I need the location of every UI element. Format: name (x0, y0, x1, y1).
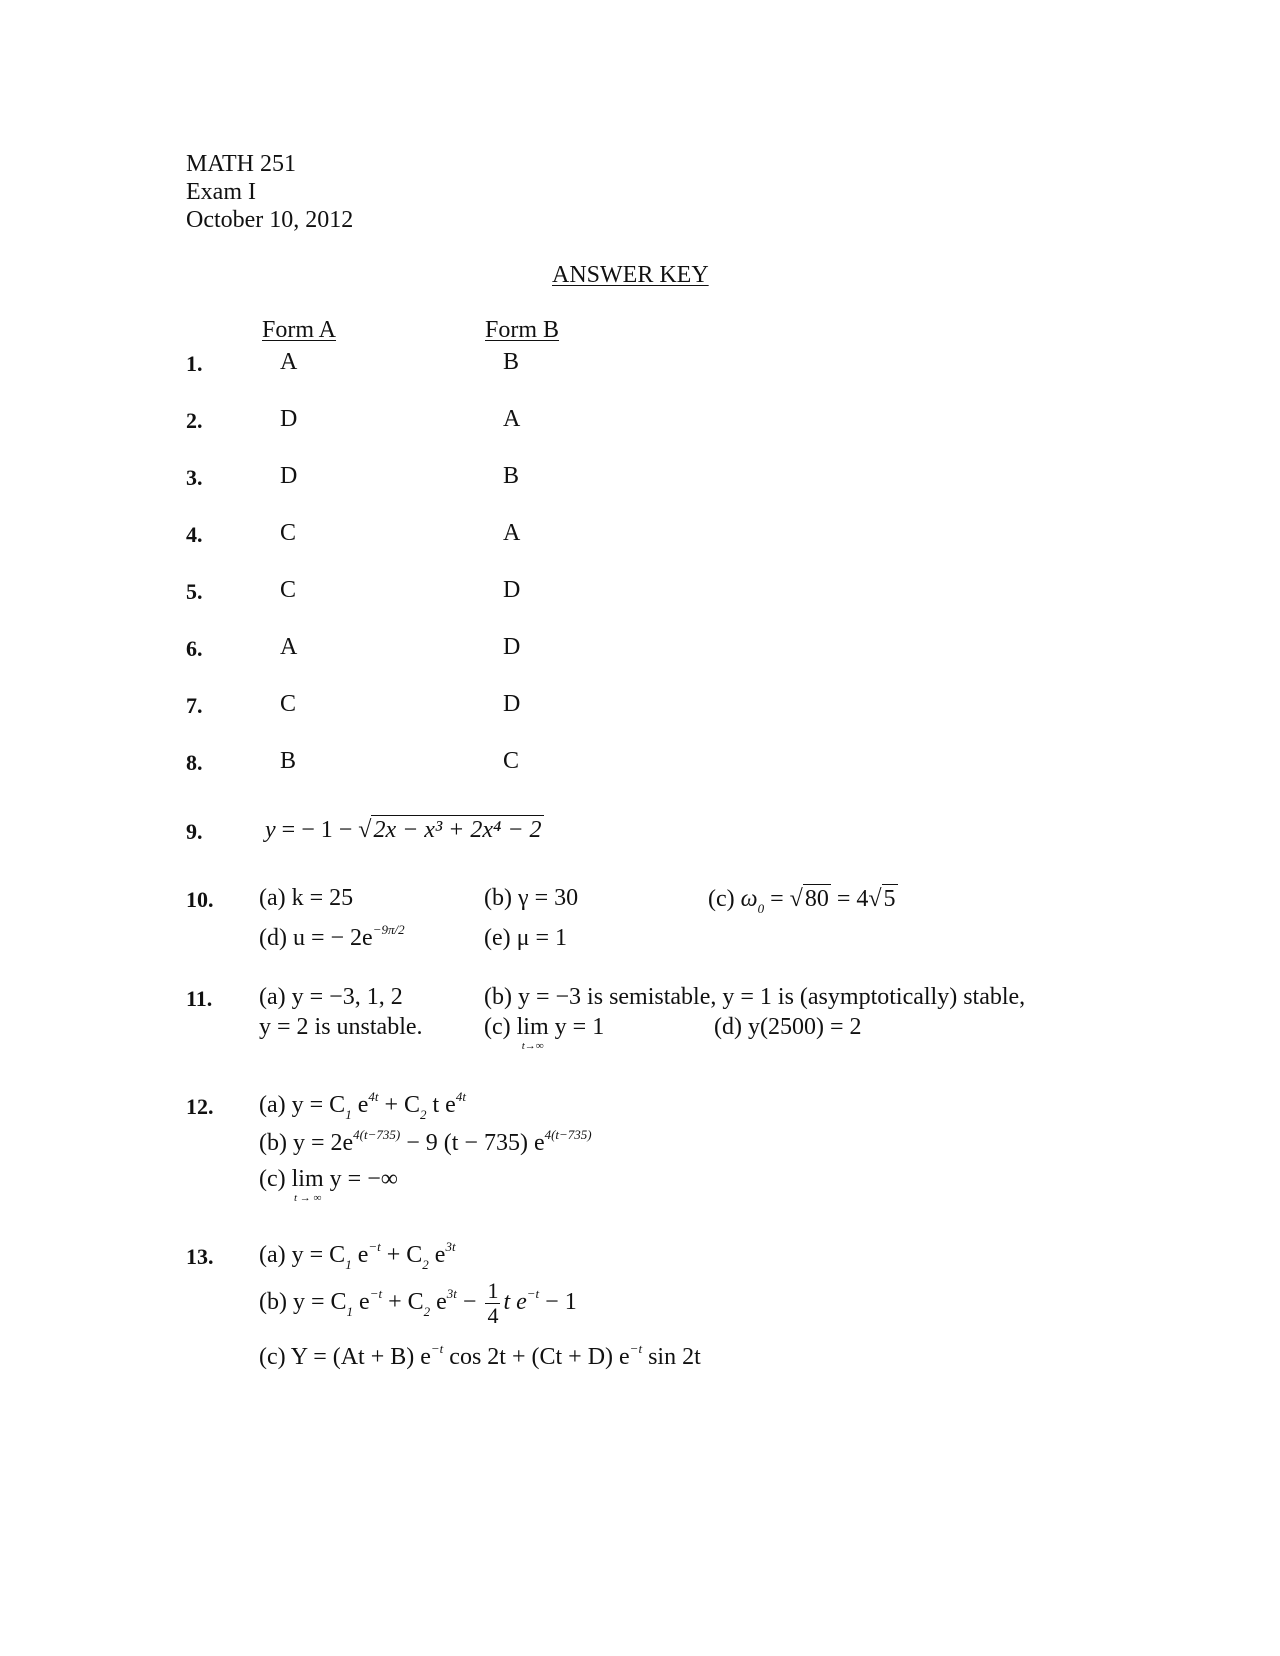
question-number: 8. (186, 750, 203, 775)
question-number: 6. (186, 636, 203, 661)
exponent: −t (368, 1239, 381, 1254)
q9-equals: = − 1 − (275, 817, 359, 843)
q11-part-a-line2: y = 2 is unstable. (259, 1014, 423, 1040)
form-a-answer: D (280, 406, 298, 432)
form-b-answer: C (503, 748, 520, 774)
q13-b-text: (b) y = C (259, 1289, 347, 1316)
q13-a-text: (a) y = C (259, 1242, 346, 1268)
q10-part-a: (a) k = 25 (259, 885, 354, 911)
q9-answer (265, 815, 544, 842)
square-root: √5 (868, 886, 896, 912)
question-number: 12. (186, 1094, 214, 1119)
question-number: 4. (186, 522, 203, 547)
fraction (485, 1280, 500, 1327)
course-title: MATH 251 (186, 151, 297, 177)
q11-part-c (484, 1014, 605, 1052)
q13-b-text: − 1 (539, 1289, 577, 1316)
q10-part-e: (e) μ = 1 (484, 925, 568, 951)
form-b-answer: A (503, 520, 521, 546)
limit (516, 1014, 549, 1052)
exponent: 3t (446, 1286, 457, 1302)
subscript: 2 (420, 1107, 427, 1122)
form-a-header: Form A (262, 317, 337, 343)
question-number: 10. (186, 887, 214, 912)
q10-c-mid: = 4 (830, 886, 869, 912)
subscript: 1 (345, 1257, 352, 1272)
limit-subscript: t→∞ (521, 1040, 544, 1052)
form-a-answer: D (280, 463, 298, 489)
subscript: 2 (422, 1257, 429, 1272)
square-root: √80 (789, 886, 829, 912)
form-b-answer: D (503, 577, 521, 603)
radicand: 80 (804, 886, 829, 912)
form-a-answer: C (280, 691, 297, 717)
exponent: 3t (445, 1239, 456, 1254)
limit-word: lim (291, 1166, 324, 1192)
exponent: −t (629, 1341, 643, 1356)
form-b-answer: D (503, 634, 521, 660)
question-number: 13. (186, 1244, 214, 1269)
q13-part-b (259, 1280, 577, 1327)
q13-b-text: + C (382, 1289, 424, 1316)
subscript: 2 (423, 1304, 431, 1320)
q13-c-text: sin 2t (642, 1344, 701, 1370)
q12-a-text: + C (378, 1092, 421, 1118)
exponent: 4(t−735) (544, 1127, 592, 1142)
q12-a-text: (a) y = C (259, 1092, 346, 1118)
omega-subscript: 0 (757, 901, 765, 916)
exponent: −9π/2 (372, 922, 405, 937)
q11-part-a: (a) y = −3, 1, 2 (259, 984, 403, 1010)
exam-title: Exam I (186, 179, 256, 205)
q10-d-text: (d) u = − 2e (259, 925, 373, 951)
q10-part-b: (b) γ = 30 (484, 885, 579, 911)
omega-symbol: ω (740, 886, 758, 912)
q12-a-text: t e (426, 1092, 456, 1118)
form-b-answer: B (503, 463, 520, 489)
q13-b-text: − (456, 1289, 483, 1316)
question-number: 1. (186, 351, 203, 376)
subscript: 1 (345, 1107, 352, 1122)
form-a-answer: C (280, 520, 297, 546)
question-number: 11. (186, 986, 213, 1011)
subscript: 1 (346, 1304, 354, 1320)
q12-c-label: (c) (259, 1166, 292, 1192)
form-a-answer: A (280, 634, 298, 660)
exponent: −t (430, 1341, 444, 1356)
q12-b-text: − 9 (t − 735) e (400, 1130, 545, 1156)
exam-date: October 10, 2012 (186, 207, 354, 233)
exponent: −t (526, 1286, 540, 1302)
q10-c-label: (c) (708, 886, 741, 912)
exponent: 4t (368, 1089, 379, 1104)
square-root: √2x − x³ + 2x⁴ − 2 (358, 817, 542, 843)
q10-part-c (708, 884, 898, 916)
q13-b-text: t e (503, 1289, 527, 1316)
exponent: 4t (455, 1089, 466, 1104)
q13-c-text: (c) Y = (At + B) e (259, 1344, 431, 1370)
q12-a-text: e (351, 1092, 369, 1118)
fraction-numerator: 1 (487, 1278, 499, 1303)
q9-lhs: y (265, 817, 276, 843)
q13-b-text: e (353, 1289, 370, 1316)
question-number: 3. (186, 465, 203, 490)
q13-part-a (259, 1239, 456, 1272)
radicand: 5 (883, 886, 896, 912)
q12-part-b (259, 1127, 592, 1156)
exponent: 4(t−735) (353, 1127, 401, 1142)
limit-word: lim (516, 1014, 549, 1040)
q13-c-text: cos 2t + (Ct + D) e (443, 1344, 630, 1370)
form-a-answer: B (280, 748, 297, 774)
form-b-answer: D (503, 691, 521, 717)
q11-c-label: (c) (484, 1014, 517, 1040)
q10-part-d (259, 922, 405, 951)
q11-c-rest: y = 1 (548, 1014, 605, 1040)
q10-c-equals: = (764, 886, 790, 912)
answer-key-heading: ANSWER KEY (552, 262, 709, 288)
question-number: 2. (186, 408, 203, 433)
question-number: 5. (186, 579, 203, 604)
question-number: 7. (186, 693, 203, 718)
q13-a-text: e (351, 1242, 369, 1268)
question-number: 9. (186, 819, 203, 844)
q12-b-text: (b) y = 2e (259, 1130, 354, 1156)
form-a-answer: C (280, 577, 297, 603)
q13-a-text: e (428, 1242, 446, 1268)
limit (291, 1166, 324, 1204)
q13-a-text: + C (380, 1242, 423, 1268)
q12-part-c (259, 1166, 398, 1204)
q13-part-c (259, 1341, 701, 1370)
exponent: −t (369, 1286, 383, 1302)
q12-part-a (259, 1089, 466, 1122)
form-b-answer: B (503, 349, 520, 375)
form-b-answer: A (503, 406, 521, 432)
q11-part-d: (d) y(2500) = 2 (714, 1014, 862, 1040)
form-b-header: Form B (485, 317, 560, 343)
q12-c-rest: y = −∞ (323, 1166, 398, 1192)
q11-part-b: (b) y = −3 is semistable, y = 1 is (asymptotically) stable, (484, 984, 1026, 1010)
q13-b-text: e (430, 1289, 447, 1316)
q9-radicand: 2x − x³ + 2x⁴ − 2 (373, 817, 542, 843)
fraction-denominator: 4 (487, 1303, 499, 1328)
form-a-answer: A (280, 349, 298, 375)
limit-subscript: t → ∞ (293, 1192, 322, 1204)
